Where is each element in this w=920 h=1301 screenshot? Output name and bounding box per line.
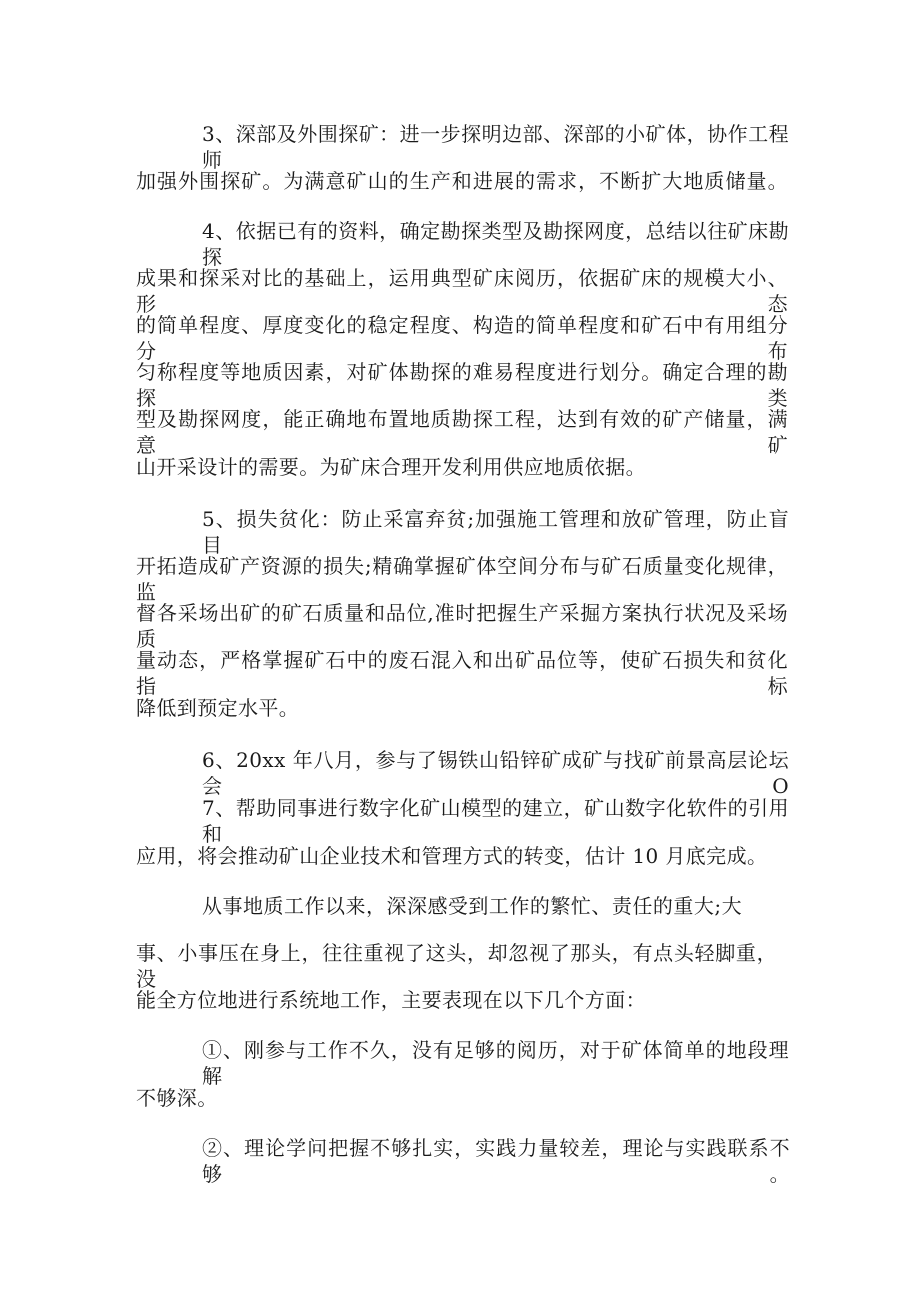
paragraph-4-line-2: 成果和探采对比的基础上，运用典型矿床阅历，依据矿床的规模大小、形态 [136,266,788,316]
paragraph-5-line-5: 降低到预定水平。 [136,696,300,720]
paragraph-3-line-1: 3、深部及外围探矿：进一步探明边部、深部的小矿体，协作工程师 [202,122,789,172]
paragraph-summary-line-1: 从事地质工作以来，深深感受到工作的繁忙、责任的重大;大 [202,894,742,918]
item-1-line-1: ①、刚参与工作不久，没有足够的阅历，对于矿体简单的地段理解 [202,1038,789,1088]
paragraph-5-line-3: 督各采场出矿的矿石质量和品位,准时把握生产采掘方案执行状况及采场质 [136,601,788,651]
paragraph-4-line-6: 山开采设计的需要。为矿床合理开发利用供应地质依据。 [136,455,646,479]
paragraph-5-line-4: 量动态，严格掌握矿石中的废石混入和出矿品位等，使矿石损失和贫化指标 [136,648,788,698]
paragraph-4-line-5: 型及勘探网度，能正确地布置地质勘探工程，达到有效的矿产储量，满意矿 [136,407,788,457]
item-2-line-1: ②、理论学问把握不够扎实，实践力量较差，理论与实践联系不够。 [202,1136,790,1186]
item-1-line-2: 不够深。 [136,1086,218,1110]
paragraph-3-line-2: 加强外围探矿。为满意矿山的生产和进展的需求，不断扩大地质储量。 [136,169,788,193]
paragraph-4-line-4: 匀称程度等地质因素，对矿体勘探的难易程度进行划分。确定合理的勘探类 [136,360,788,410]
paragraph-7-line-2: 应用，将会推动矿山企业技术和管理方式的转变，估计 10 月底完成。 [136,844,768,868]
paragraph-4-line-1: 4、依据已有的资料，确定勘探类型及勘探网度，总结以往矿床勘探 [202,219,789,269]
paragraph-summary-line-3: 能全方位地进行系统地工作，主要表现在以下几个方面： [136,988,646,1012]
paragraph-5-line-1: 5、损失贫化：防止采富弃贫;加强施工管理和放矿管理，防止盲目 [202,507,789,557]
paragraph-7-line-1: 7、帮助同事进行数字化矿山模型的建立，矿山数字化软件的引用和 [202,796,789,846]
paragraph-6-line-1: 6、20xx 年八月，参与了锡铁山铅锌矿成矿与找矿前景高层论坛会 O [202,748,789,798]
paragraph-summary-line-2: 事、小事压在身上，往往重视了这头，却忽视了那头，有点头轻脚重，没 [136,941,777,991]
paragraph-4-line-3: 的简单程度、厚度变化的稳定程度、构造的简单程度和矿石中有用组分分布 [136,313,788,363]
paragraph-5-line-2: 开拓造成矿产资源的损失;精确掌握矿体空间分布与矿石质量变化规律，监 [136,554,788,604]
